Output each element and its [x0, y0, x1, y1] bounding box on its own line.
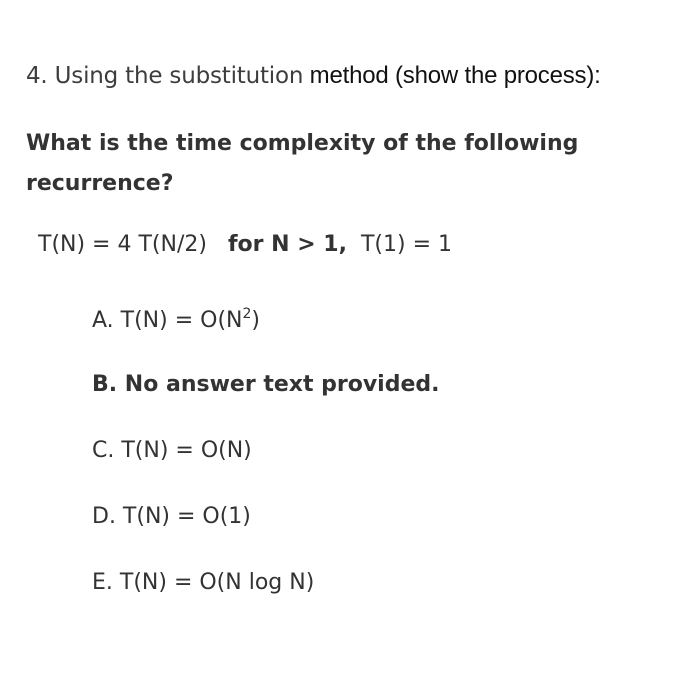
recurrence-base: T(1) = 1: [360, 232, 452, 257]
option-d: D. T(N) = O(1): [92, 504, 251, 529]
heading-part-1: 4. Using the substitution: [26, 63, 304, 89]
option-b: B. No answer text provided.: [92, 372, 440, 397]
option-a: [92, 306, 260, 333]
heading-part-2: method (show the process):: [303, 62, 601, 89]
option-a-prefix: A. T(N) = O(N: [92, 308, 243, 333]
option-a-suffix: ): [251, 308, 261, 333]
recurrence-condition: for N > 1,: [227, 232, 347, 257]
option-a-exponent: 2: [242, 306, 252, 322]
recurrence-equation: T(N) = 4 T(N/2): [38, 232, 207, 257]
recurrence-formula: [38, 232, 452, 257]
question-heading: [26, 62, 601, 90]
option-c: C. T(N) = O(N): [92, 438, 252, 463]
question-text: What is the time complexity of the following recurrence?: [26, 131, 579, 196]
option-e: E. T(N) = O(N log N): [92, 570, 315, 595]
